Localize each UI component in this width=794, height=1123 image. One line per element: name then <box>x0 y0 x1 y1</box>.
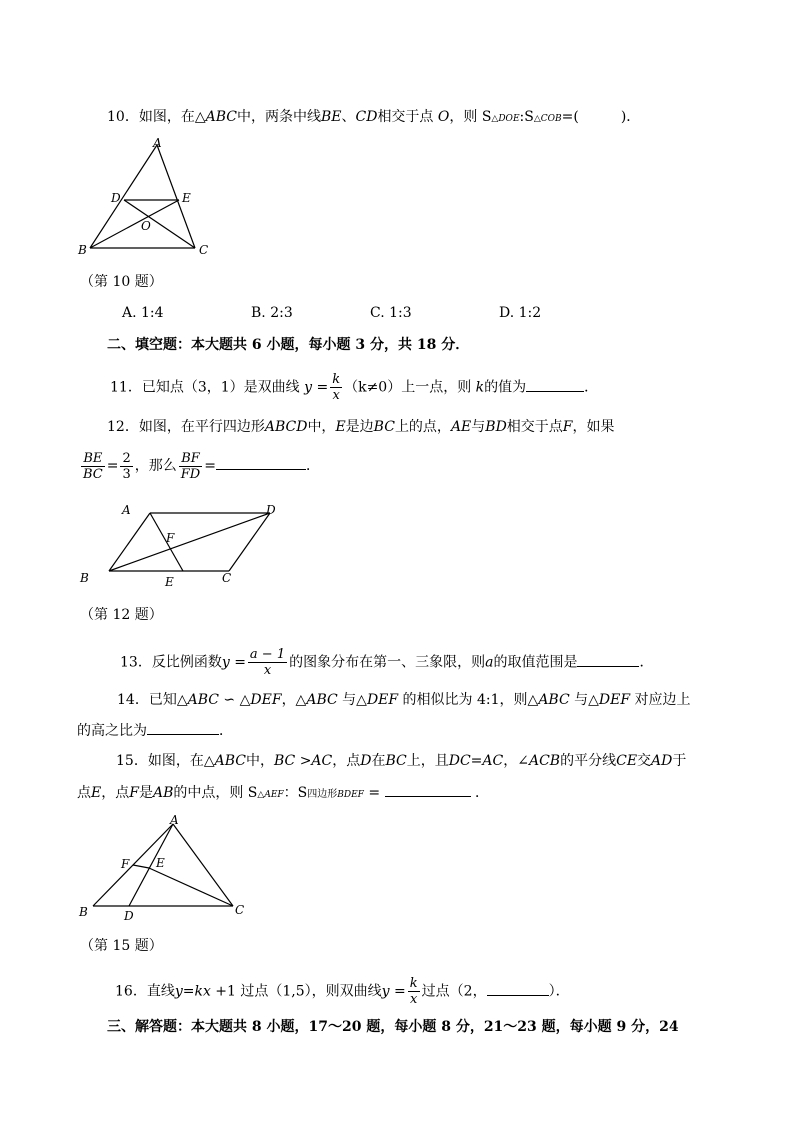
section-3-heading: 三、解答题：本大题共 8 小题，17～20 题，每小题 8 分，21～23 题，每小题 9 分，24 <box>107 1019 679 1035</box>
q10-figure <box>76 138 216 263</box>
q10-label-e: E <box>182 191 191 205</box>
q10-label-o: O <box>141 219 151 233</box>
q13-answer-blank[interactable] <box>577 652 639 667</box>
q15-caption: （第 15 题） <box>80 938 163 954</box>
q15-stem-line2: 点E，点F是AB的中点，则 S△AEF：S四边形BDEF = ． <box>77 782 489 805</box>
q14-stem-line2: 的高之比为 ． <box>77 720 233 741</box>
q10-option-a: A. 1:4 <box>122 305 164 321</box>
q15-stem: 15．如图，在△ABC中，BC >AC，点D在BC上，且DC=AC，∠ACB的平分线CE交AD于 <box>116 753 687 769</box>
q12-label-a: A <box>122 503 131 517</box>
q10-label-d: D <box>111 191 121 205</box>
q10-option-b: B. 2:3 <box>251 305 293 321</box>
q12-fraction-be-bc: $\frac{BE}{BC}$ <box>83 450 103 482</box>
q12-condition: $\frac{BE}{BC}$ = $\frac{2}{3}$ ，那么 $\frac{BF}{FD}$ = ． <box>83 450 320 482</box>
q11-answer-blank[interactable] <box>526 377 584 392</box>
q13-stem: 13．反比例函数y = $\frac{a - 1}{x}$ 的图象分布在第一、三象限，则a的取值范围是 ． <box>120 647 654 678</box>
q15-label-b: B <box>79 905 88 919</box>
q15-answer-blank[interactable] <box>385 782 471 797</box>
q15-label-f: F <box>121 857 130 871</box>
q10-option-c: C. 1:3 <box>370 305 412 321</box>
q10-option-d: D. 1:2 <box>499 305 542 321</box>
q10-caption: （第 10 题） <box>80 274 163 290</box>
q12-fraction-bf-fd: $\frac{BF}{FD}$ <box>180 450 201 482</box>
q10-label-b: B <box>78 243 87 257</box>
q11-fraction: $\frac{k}{x}$ <box>332 372 341 403</box>
q11-stem: 11．已知点（3，1）是双曲线 y = $\frac{k}{x}$ （k≠0）上一点，则 k的值为 ． <box>110 372 599 403</box>
q15-label-a: A <box>170 813 179 827</box>
q12-label-c: C <box>222 571 232 585</box>
q12-label-d: D <box>266 503 276 517</box>
q16-stem: 16．直线y=kx +1 过点（1,5），则双曲线y = $\frac{k}{x}$ 过点（2， ）． <box>115 976 570 1007</box>
q12-label-f: F <box>166 531 175 545</box>
q16-fraction: $\frac{k}{x}$ <box>409 976 418 1007</box>
q15-label-d: D <box>124 909 134 923</box>
q12-answer-blank[interactable] <box>216 455 306 470</box>
q15-label-e: E <box>156 856 165 870</box>
q15-label-c: C <box>235 903 245 917</box>
q16-answer-blank[interactable] <box>487 981 549 996</box>
q12-label-e: E <box>165 575 174 589</box>
q10-label-a: A <box>153 136 162 150</box>
q14-answer-blank[interactable] <box>147 720 219 735</box>
q10-stem: 10．如图，在△ABC中，两条中线BE、CD相交于点 O，则 S△DOE:S△COB=( )． <box>107 109 641 125</box>
q13-fraction: $\frac{a - 1}{x}$ <box>249 647 286 678</box>
q14-stem: 14．已知△ABC ∽ △DEF，△ABC 与△DEF 的相似比为 4:1，则△ABC 与△DEF 对应边上 <box>117 692 691 708</box>
section-2-heading: 二、填空题：本大题共 6 小题，每小题 3 分，共 18 分． <box>107 337 470 353</box>
q12-fraction-two-thirds: $\frac{2}{3}$ <box>122 450 131 482</box>
q12-stem: 12．如图，在平行四边形ABCD中，E是边BC上的点，AE与BD相交于点F，如果 <box>107 419 615 435</box>
q12-figure <box>76 500 291 595</box>
q10-options <box>122 303 541 323</box>
q12-label-b: B <box>80 571 89 585</box>
q15-figure <box>76 810 256 925</box>
q12-caption: （第 12 题） <box>80 607 163 623</box>
q10-label-c: C <box>199 243 209 257</box>
